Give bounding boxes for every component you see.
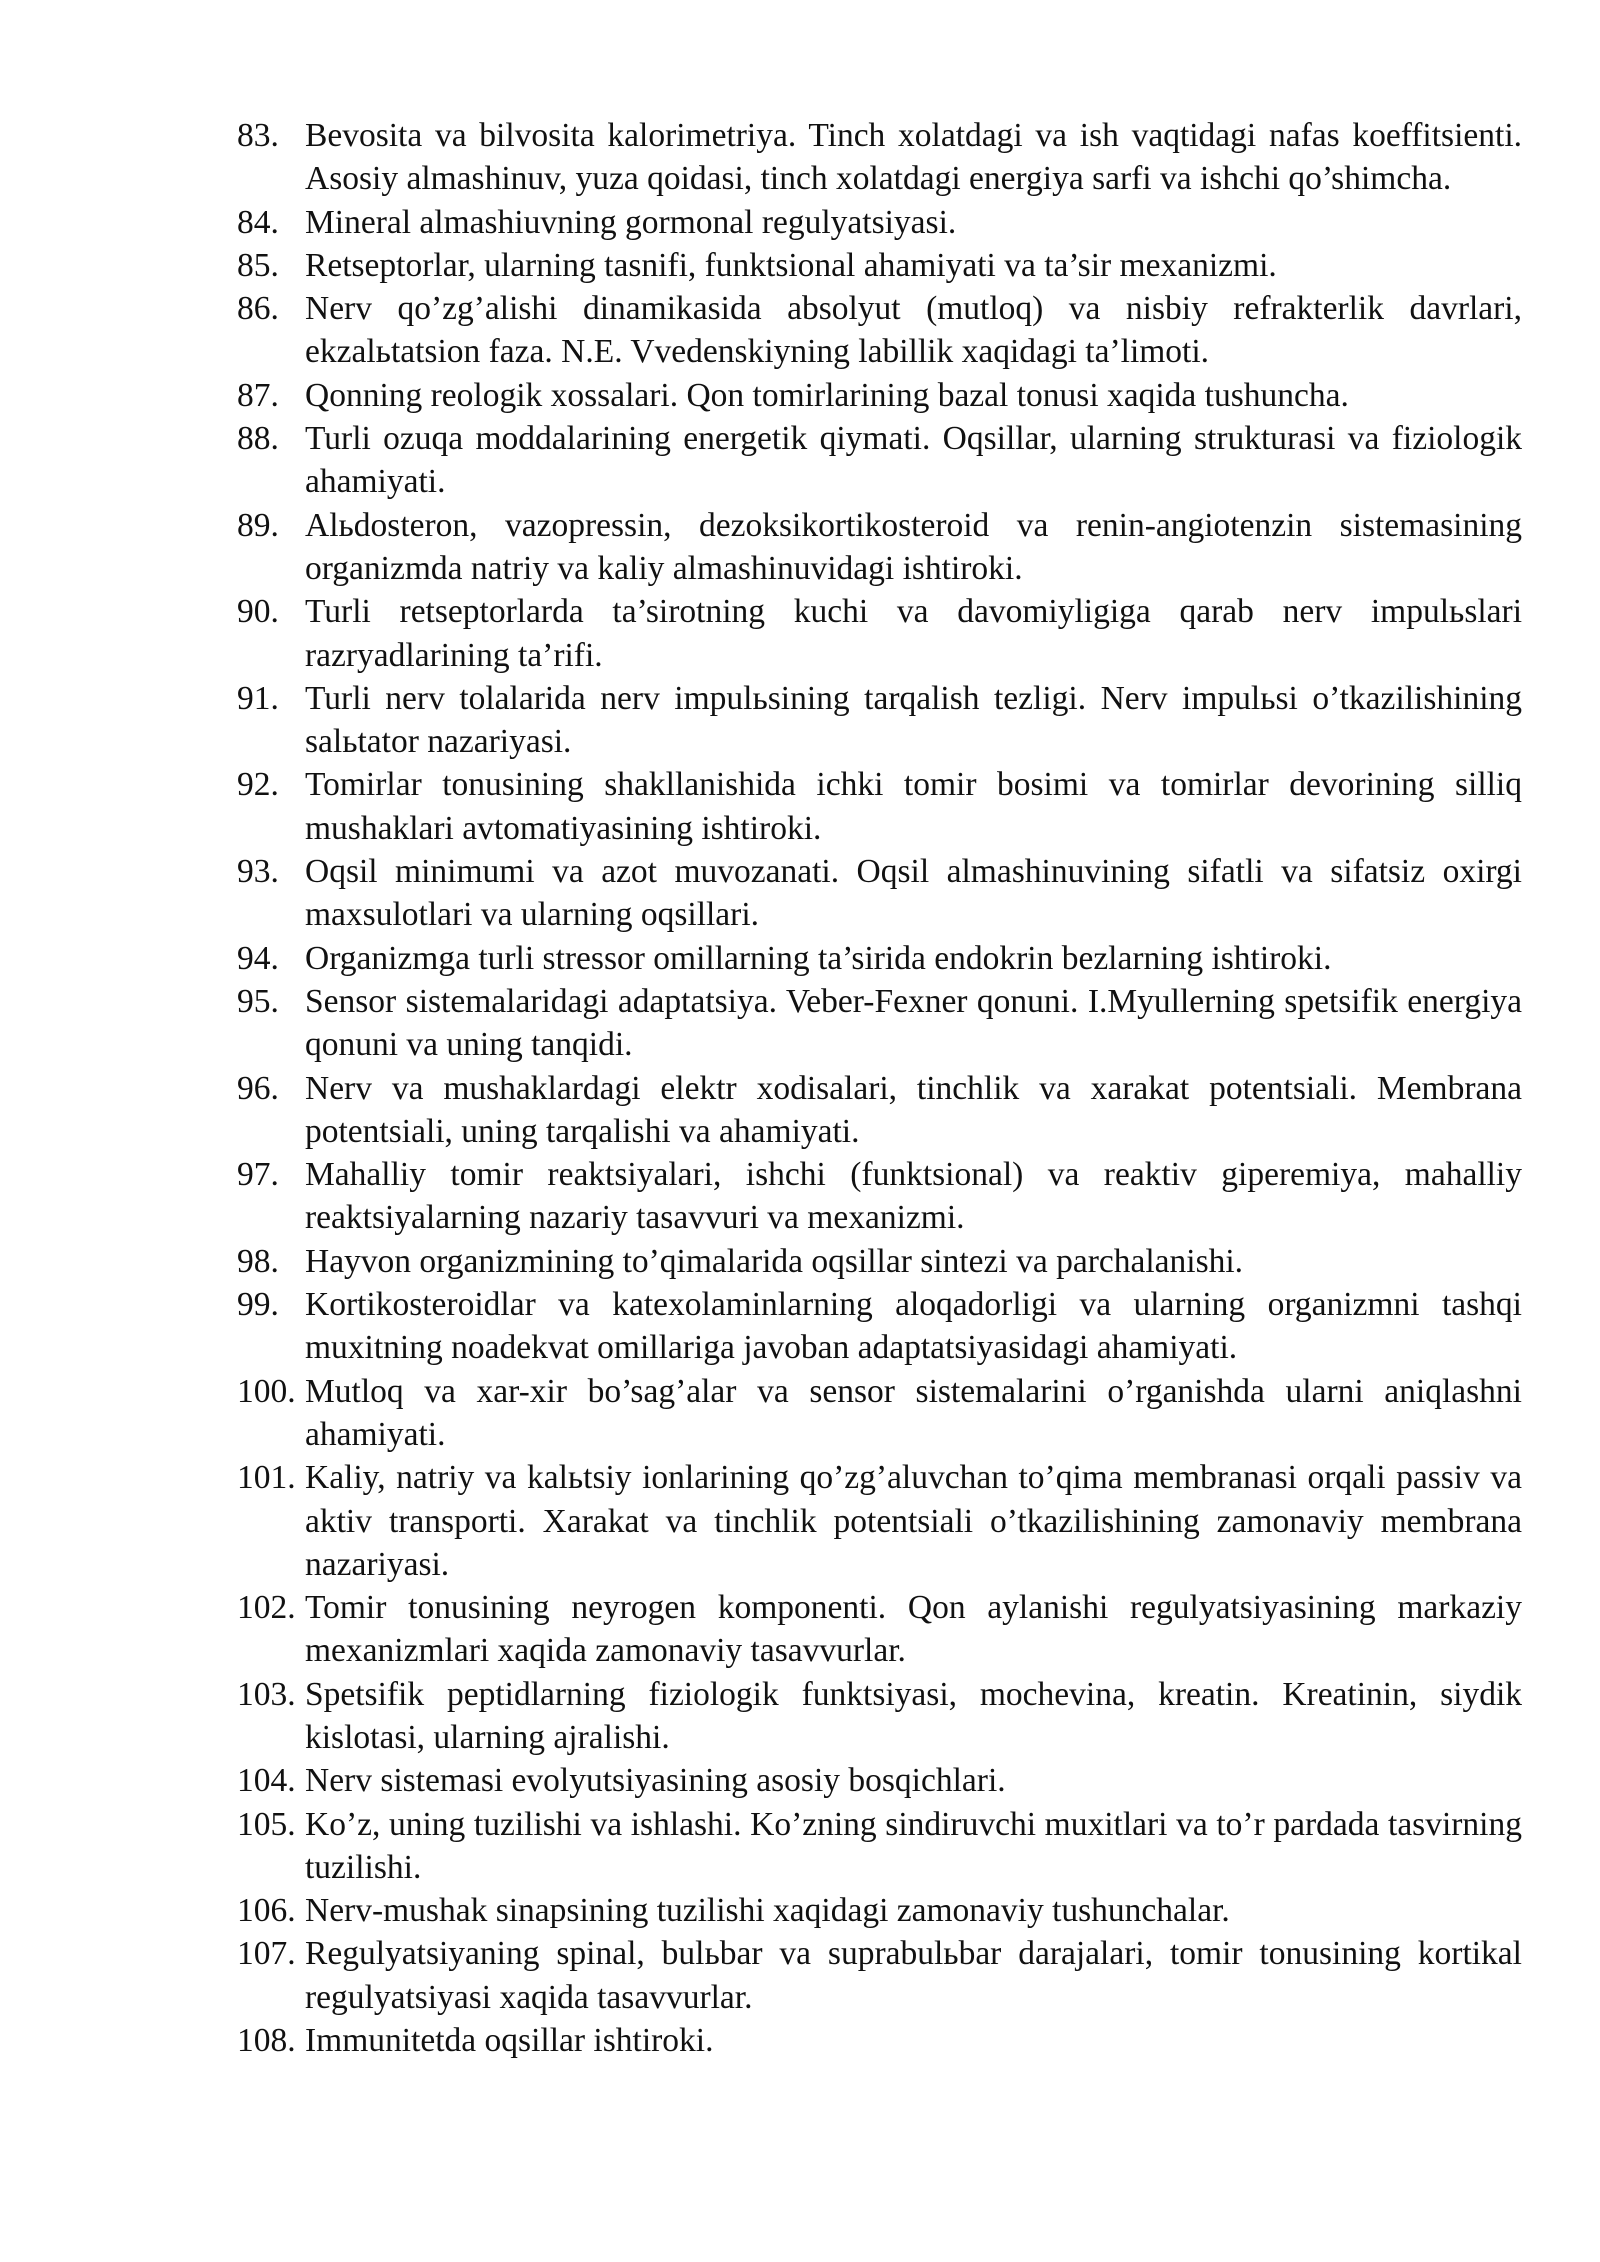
question-number: 108.: [237, 2022, 296, 2060]
question-number: 85.: [237, 246, 279, 284]
question-number: 101.: [237, 1459, 296, 1497]
question-item: [237, 590, 1522, 677]
question-number: 89.: [237, 506, 279, 544]
question-number: 104.: [237, 1762, 296, 1800]
question-list: [237, 114, 1522, 2062]
question-item: [237, 763, 1522, 850]
question-item: [237, 417, 1522, 504]
question-item: [237, 1153, 1522, 1240]
question-text: Kaliy, natriy va kalьtsiy ionlarining qo’zg’aluvchan to’qima membranasi orqali passiv va aktiv transporti. Xarakat va tinchlik potentsiali o’tkazilishining zamonaviy membrana nazariyasi.: [305, 1459, 1522, 1583]
question-text: Nerv va mushaklardagi elektr xodisalari, tinchlik va xarakat potentsiali. Membrana potentsiali, uning tarqalishi va ahamiyati.: [305, 1069, 1522, 1150]
question-number: 95.: [237, 982, 279, 1020]
question-item: [237, 1586, 1522, 1673]
question-text: Turli nerv tolalarida nerv impulьsining tarqalish tezligi. Nerv impulьsi o’tkazilishining salьtator nazariyasi.: [305, 679, 1522, 761]
question-text: Nerv qo’zg’alishi dinamikasida absolyut (mutloq) va nisbiy refrakterlik davrlari, ekzalьtatsion faza. N.E. Vvedenskiyning labillik xaqidagi ta’limoti.: [305, 290, 1522, 371]
question-item: [237, 1456, 1522, 1586]
question-text: Spetsifik peptidlarning fiziologik funktsiyasi, mochevina, kreatin. Kreatinin, siydik kislotasi, ularning ajralishi.: [305, 1675, 1522, 1756]
question-text: Regulyatsiyaning spinal, bulьbar va suprabulьbar darajalari, tomir tonusining kortikal regulyatsiyasi xaqida tasavvurlar.: [305, 1935, 1522, 2016]
question-text: Mahalliy tomir reaktsiyalari, ishchi (funktsional) va reaktiv giperemiya, mahalliy reaktsiyalarning nazariy tasavvuri va mexanizmi.: [305, 1156, 1522, 1237]
question-number: 99.: [237, 1286, 279, 1324]
question-item: [237, 1889, 1522, 1932]
question-text: Tomirlar tonusining shakllanishida ichki tomir bosimi va tomirlar devorining silliq mushaklari avtomatiyasining ishtiroki.: [305, 766, 1522, 847]
question-item: [237, 1067, 1522, 1154]
question-number: 91.: [237, 679, 279, 717]
question-text: Turli ozuqa moddalarining energetik qiymati. Oqsillar, ularning strukturasi va fiziologik ahamiyati.: [305, 420, 1522, 501]
question-number: 98.: [237, 1242, 279, 1280]
question-item: [237, 1370, 1522, 1457]
question-number: 103.: [237, 1675, 296, 1713]
question-number: 92.: [237, 766, 279, 804]
question-item: [237, 244, 1522, 287]
question-item: [237, 980, 1522, 1067]
question-text: Nerv sistemasi evolyutsiyasining asosiy bosqichlari.: [305, 1762, 1006, 1800]
question-text: Ko’z, uning tuzilishi va ishlashi. Ko’zning sindiruvchi muxitlari va to’r pardada tasvirning tuzilishi.: [305, 1805, 1522, 1886]
question-number: 87.: [237, 376, 279, 414]
question-number: 105.: [237, 1805, 296, 1843]
question-number: 88.: [237, 420, 279, 458]
question-text: Immunitetda oqsillar ishtiroki.: [305, 2022, 714, 2060]
question-item: [237, 1240, 1522, 1283]
question-number: 83.: [237, 117, 279, 154]
question-number: 106.: [237, 1892, 296, 1930]
question-number: 107.: [237, 1935, 296, 1973]
question-item: [237, 287, 1522, 374]
question-number: 102.: [237, 1589, 296, 1627]
question-number: 97.: [237, 1156, 279, 1194]
question-text: Sensor sistemalaridagi adaptatsiya. Veber-Fexner qonuni. I.Myullerning spetsifik energiya qonuni va uning tanqidi.: [305, 982, 1522, 1064]
question-text: Alьdosteron, vazopressin, dezoksikortikosteroid va renin-angiotenzin sistemasining organizmda natriy va kaliy almashinuvidagi ishtiroki.: [305, 506, 1522, 587]
question-item: [237, 114, 1522, 201]
question-text: Bevosita va bilvosita kalorimetriya. Tinch xolatdagi va ish vaqtidagi nafas koeffitsienti. Asosiy almashinuv, yuza qoidasi, tinch xolatdagi energiya sarfi va ishchi qo’shimcha.: [305, 117, 1522, 198]
question-number: 84.: [237, 203, 279, 241]
question-item: [237, 504, 1522, 591]
question-text: Mutloq va xar-xir bo’sag’alar va sensor sistemalarini o’rganishda ularni aniqlashni ahamiyati.: [305, 1372, 1522, 1453]
question-item: [237, 2019, 1522, 2062]
question-number: 100.: [237, 1372, 296, 1410]
question-number: 96.: [237, 1069, 279, 1107]
question-text: Qonning reologik xossalari. Qon tomirlarining bazal tonusi xaqida tushuncha.: [305, 376, 1349, 414]
question-item: [237, 374, 1522, 417]
question-item: [237, 937, 1522, 980]
question-text: Tomir tonusining neyrogen komponenti. Qon aylanishi regulyatsiyasining markaziy mexanizmlari xaqida zamonaviy tasavvurlar.: [305, 1589, 1522, 1670]
question-number: 90.: [237, 593, 279, 631]
question-text: Mineral almashiuvning gormonal regulyatsiyasi.: [305, 203, 957, 241]
question-number: 93.: [237, 853, 279, 891]
question-text: Oqsil minimumi va azot muvozanati. Oqsil almashinuvining sifatli va sifatsiz oxirgi maxsulotlari va ularning oqsillari.: [305, 853, 1522, 934]
question-text: Organizmga turli stressor omillarning ta’sirida endokrin bezlarning ishtiroki.: [305, 939, 1332, 977]
question-text: Turli retseptorlarda ta’sirotning kuchi va davomiyligiga qarab nerv impulьslari razryadlarining ta’rifi.: [305, 593, 1522, 674]
question-text: Hayvon organizmining to’qimalarida oqsillar sintezi va parchalanishi.: [305, 1242, 1244, 1280]
question-item: [237, 1803, 1522, 1890]
question-text: Retseptorlar, ularning tasnifi, funktsional ahamiyati va ta’sir mexanizmi.: [305, 246, 1277, 284]
question-item: [237, 1283, 1522, 1370]
question-number: 94.: [237, 939, 279, 977]
question-number: 86.: [237, 290, 279, 328]
question-text: Nerv-mushak sinapsining tuzilishi xaqidagi zamonaviy tushunchalar.: [305, 1892, 1230, 1930]
question-item: [237, 201, 1522, 244]
question-item: [237, 1759, 1522, 1802]
question-item: [237, 677, 1522, 764]
question-item: [237, 850, 1522, 937]
question-text: Kortikosteroidlar va katexolaminlarning aloqadorligi va ularning organizmni tashqi muxitning noadekvat omillariga javoban adaptatsiyasidagi ahamiyati.: [305, 1286, 1522, 1367]
question-item: [237, 1673, 1522, 1760]
question-item: [237, 1932, 1522, 2019]
